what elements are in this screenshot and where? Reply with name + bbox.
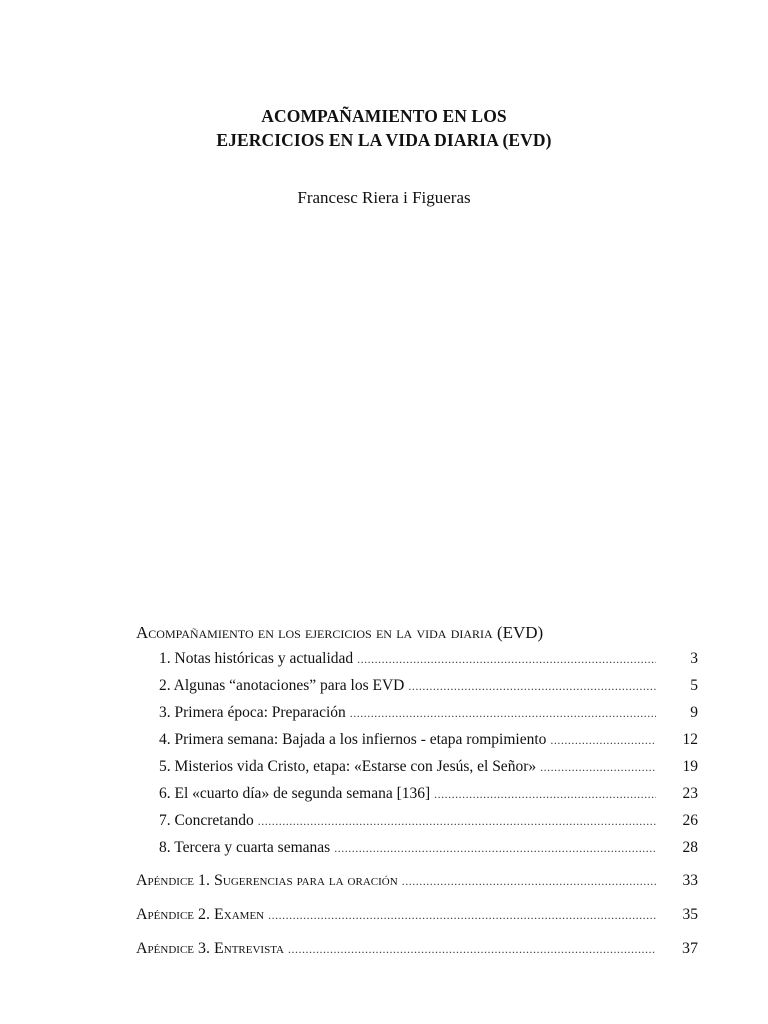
toc-appendix-1[interactable] [136,867,698,895]
toc-entry-label: 2. Algunas “anotaciones” para los EVD [159,677,405,694]
toc-appendix-label: Apéndice 3. Entrevista [136,940,284,957]
toc-entry-label: 1. Notas históricas y actualidad [159,650,354,667]
toc-entry-page: 19 [682,758,698,775]
dot-leader [434,781,656,808]
dot-leader [268,901,656,929]
toc-heading: Acompañamiento en los ejercicios en la vida diaria (EVD) [136,623,544,642]
title-line-2: EJERCICIOS EN LA VIDA DIARIA (EVD) [216,130,552,150]
dot-leader [540,754,656,781]
toc-appendix-page: 37 [682,940,698,957]
dot-leader [357,646,656,673]
document-title [0,104,768,152]
dot-leader [288,935,656,963]
toc-entry-page: 28 [682,839,698,856]
toc-entry[interactable] [136,645,698,672]
toc-entry-label: 7. Concretando [159,812,254,829]
author-name: Francesc Riera i Figueras [297,188,471,207]
toc-appendix-page: 35 [682,906,698,923]
toc-entry-page: 26 [682,812,698,829]
toc-entry-label: 3. Primera época: Preparación [159,704,346,721]
toc-appendix-page: 33 [682,872,698,889]
toc-entry[interactable] [136,699,698,726]
dot-leader [258,808,656,835]
dot-leader [350,700,656,727]
table-of-contents [136,621,698,963]
toc-entry-label: 8. Tercera y cuarta semanas [159,839,331,856]
toc-appendix-label: Apéndice 2. Examen [136,906,265,923]
toc-appendix-label: Apéndice 1. Sugerencias para la oración [136,872,398,889]
toc-entry-label: 4. Primera semana: Bajada a los infiernos - etapa rompimiento [159,731,547,748]
toc-entry[interactable] [136,672,698,699]
toc-appendix-2[interactable] [136,901,698,929]
toc-entry-label: 5. Misterios vida Cristo, etapa: «Estarse con Jesús, el Señor» [159,758,537,775]
toc-entry[interactable] [136,807,698,834]
dot-leader [550,727,656,754]
dot-leader [334,835,656,862]
toc-entry-label: 6. El «cuarto día» de segunda semana [136] [159,785,431,802]
toc-entry[interactable] [136,726,698,753]
title-line-1: ACOMPAÑAMIENTO EN LOS [261,106,507,126]
toc-entry-page: 23 [682,785,698,802]
toc-entry-page: 9 [690,704,698,721]
toc-entry-page: 12 [682,731,698,748]
dot-leader [402,867,656,895]
toc-entry[interactable] [136,834,698,861]
toc-entry[interactable] [136,753,698,780]
dot-leader [408,673,656,700]
toc-entry-page: 5 [690,677,698,694]
toc-appendix-3[interactable] [136,935,698,963]
toc-entry-page: 3 [690,650,698,667]
toc-entry[interactable] [136,780,698,807]
